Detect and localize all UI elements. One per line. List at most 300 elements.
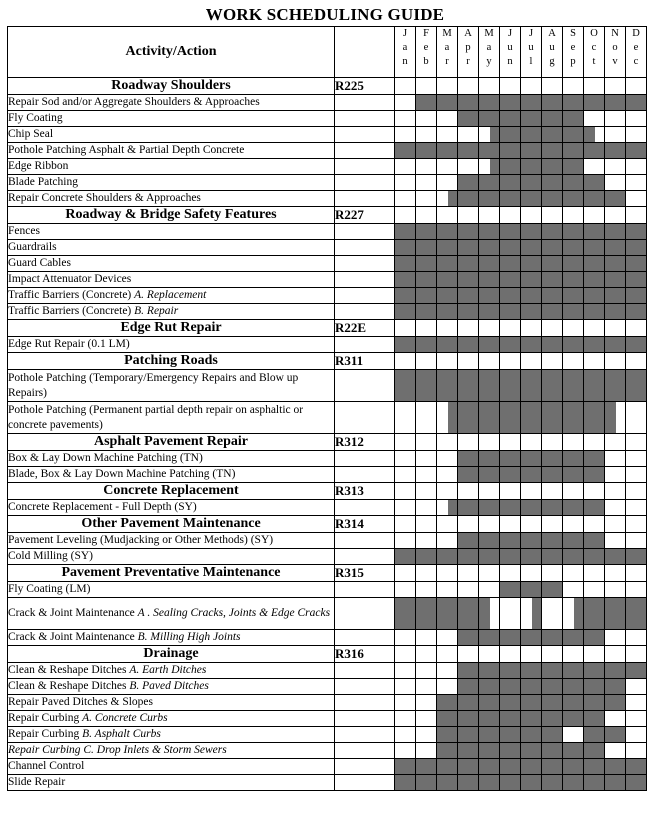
month-cell <box>437 679 458 695</box>
month-cell <box>479 159 500 175</box>
month-cell <box>416 565 437 582</box>
month-header <box>437 27 458 78</box>
month-cell <box>626 224 647 240</box>
month-cell <box>395 127 416 143</box>
month-cell <box>584 127 605 143</box>
activity-text: Cold Milling (SY) <box>8 550 93 562</box>
month-cell <box>584 353 605 370</box>
code-cell <box>335 402 395 434</box>
month-cell <box>521 191 542 207</box>
month-cell <box>500 353 521 370</box>
month-cell <box>626 370 647 402</box>
activity-text: Slide Repair <box>8 776 66 788</box>
month-cell <box>605 240 626 256</box>
month-cell <box>458 191 479 207</box>
partial-fill <box>479 159 490 174</box>
month-cell <box>479 500 500 516</box>
month-cell <box>479 370 500 402</box>
month-cell <box>458 679 479 695</box>
month-cell <box>605 224 626 240</box>
section-title: Roadway Shoulders <box>8 78 335 95</box>
month-cell <box>500 304 521 320</box>
activity-text: Traffic Barriers (Concrete) <box>8 305 132 317</box>
code-cell <box>335 175 395 191</box>
code-cell <box>335 240 395 256</box>
month-cell <box>437 304 458 320</box>
code-cell <box>335 304 395 320</box>
month-cell <box>479 743 500 759</box>
month-cell <box>458 549 479 565</box>
month-cell <box>521 304 542 320</box>
activity-subtype: B. Repair <box>134 305 179 317</box>
month-cell <box>458 304 479 320</box>
month-cell <box>500 775 521 791</box>
code-cell <box>335 143 395 159</box>
month-cell <box>605 663 626 679</box>
month-cell <box>437 451 458 467</box>
month-cell <box>437 582 458 598</box>
month-cell <box>500 207 521 224</box>
month-cell <box>395 353 416 370</box>
month-cell <box>563 207 584 224</box>
code-cell <box>335 663 395 679</box>
activity-label <box>8 759 335 775</box>
month-letter: J <box>507 28 513 39</box>
month-cell <box>521 78 542 95</box>
month-cell <box>395 434 416 451</box>
month-cell <box>395 337 416 353</box>
month-cell <box>416 111 437 127</box>
month-cell <box>521 646 542 663</box>
activity-label <box>8 775 335 791</box>
month-cell <box>395 240 416 256</box>
section-row <box>8 207 647 224</box>
month-cell <box>542 630 563 646</box>
activity-label <box>8 549 335 565</box>
activity-row <box>8 727 647 743</box>
month-cell <box>542 434 563 451</box>
month-cell <box>458 598 479 630</box>
month-cell <box>521 483 542 500</box>
activity-label <box>8 272 335 288</box>
code-cell <box>335 630 395 646</box>
month-cell <box>500 224 521 240</box>
activity-label <box>8 191 335 207</box>
month-cell <box>626 516 647 533</box>
activity-text: Pavement Leveling (Mudjacking or Other Methods) (SY) <box>8 534 274 546</box>
activity-label <box>8 533 335 549</box>
month-cell <box>458 533 479 549</box>
month-cell <box>563 598 584 630</box>
activity-row <box>8 402 647 434</box>
month-cell <box>521 663 542 679</box>
activity-text: Impact Attenuator Devices <box>8 273 132 285</box>
month-cell <box>458 288 479 304</box>
section-title: Pavement Preventative Maintenance <box>8 565 335 582</box>
month-letter: c <box>633 56 639 68</box>
partial-fill <box>595 127 604 142</box>
month-letter: A <box>464 28 472 39</box>
month-cell <box>542 175 563 191</box>
month-letter: g <box>549 56 555 68</box>
month-cell <box>605 598 626 630</box>
month-cell <box>584 743 605 759</box>
month-cell <box>605 320 626 337</box>
month-cell <box>563 288 584 304</box>
activity-subtype: A. Replacement <box>134 289 207 301</box>
activity-label <box>8 451 335 467</box>
activity-row <box>8 224 647 240</box>
month-cell <box>626 549 647 565</box>
activity-label <box>8 111 335 127</box>
code-cell <box>335 127 395 143</box>
month-cell <box>626 533 647 549</box>
month-cell <box>521 224 542 240</box>
month-cell <box>605 288 626 304</box>
month-cell <box>395 402 416 434</box>
section-code: R22E <box>335 320 395 337</box>
month-cell <box>542 95 563 111</box>
month-letter: b <box>423 56 429 68</box>
month-cell <box>542 467 563 483</box>
month-letter: n <box>402 56 408 68</box>
month-cell <box>437 533 458 549</box>
month-cell <box>437 240 458 256</box>
month-cell <box>584 240 605 256</box>
activity-row <box>8 111 647 127</box>
month-cell <box>479 598 500 630</box>
month-letter: e <box>633 42 639 54</box>
month-letter: t <box>592 56 596 68</box>
month-cell <box>500 240 521 256</box>
month-header <box>416 27 437 78</box>
month-cell <box>542 370 563 402</box>
month-cell <box>542 256 563 272</box>
code-cell <box>335 256 395 272</box>
month-cell <box>521 565 542 582</box>
month-cell <box>626 78 647 95</box>
month-cell <box>626 159 647 175</box>
section-row <box>8 565 647 582</box>
activity-row <box>8 240 647 256</box>
activity-text: Clean & Reshape Ditches <box>8 680 127 692</box>
activity-row <box>8 549 647 565</box>
month-cell <box>500 727 521 743</box>
month-cell <box>521 451 542 467</box>
month-cell <box>542 320 563 337</box>
partial-fill <box>437 402 448 433</box>
month-letter: u <box>528 42 534 54</box>
month-cell <box>437 727 458 743</box>
month-cell <box>458 175 479 191</box>
month-cell <box>563 304 584 320</box>
month-cell <box>416 500 437 516</box>
month-cell <box>500 159 521 175</box>
month-cell <box>626 775 647 791</box>
month-cell <box>416 630 437 646</box>
month-cell <box>416 549 437 565</box>
month-cell <box>395 711 416 727</box>
activity-text: Repair Concrete Shoulders & Approaches <box>8 192 201 204</box>
month-cell <box>416 467 437 483</box>
activity-label <box>8 402 335 434</box>
month-cell <box>458 759 479 775</box>
month-cell <box>395 95 416 111</box>
activity-text: Repair Curbing <box>8 712 80 724</box>
month-cell <box>605 451 626 467</box>
activity-text: Fly Coating <box>8 112 63 124</box>
month-cell <box>521 711 542 727</box>
month-cell <box>479 533 500 549</box>
activity-row <box>8 288 647 304</box>
month-cell <box>584 695 605 711</box>
month-cell <box>626 337 647 353</box>
month-cell <box>563 743 584 759</box>
month-cell <box>542 646 563 663</box>
month-cell <box>479 434 500 451</box>
month-cell <box>521 175 542 191</box>
month-header <box>605 27 626 78</box>
month-cell <box>584 224 605 240</box>
month-letter: p <box>570 56 576 68</box>
month-cell <box>542 679 563 695</box>
activity-row <box>8 370 647 402</box>
month-cell <box>500 630 521 646</box>
month-cell <box>500 191 521 207</box>
activity-row <box>8 533 647 549</box>
month-cell <box>479 565 500 582</box>
month-cell <box>416 288 437 304</box>
month-cell <box>416 679 437 695</box>
activity-row <box>8 598 647 630</box>
section-row <box>8 483 647 500</box>
month-cell <box>605 533 626 549</box>
month-cell <box>584 646 605 663</box>
code-cell <box>335 272 395 288</box>
month-cell <box>479 663 500 679</box>
month-cell <box>563 256 584 272</box>
month-cell <box>500 565 521 582</box>
month-cell <box>437 743 458 759</box>
month-cell <box>521 743 542 759</box>
month-cell <box>584 759 605 775</box>
partial-fill <box>563 598 574 629</box>
month-cell <box>584 451 605 467</box>
month-letter: D <box>632 28 640 39</box>
section-row <box>8 353 647 370</box>
month-cell <box>563 127 584 143</box>
month-cell <box>416 143 437 159</box>
month-letter: o <box>612 42 618 54</box>
month-cell <box>395 320 416 337</box>
activity-label <box>8 224 335 240</box>
month-cell <box>626 695 647 711</box>
month-cell <box>626 256 647 272</box>
month-cell <box>416 598 437 630</box>
month-cell <box>500 272 521 288</box>
month-cell <box>500 759 521 775</box>
month-cell <box>605 191 626 207</box>
month-cell <box>521 337 542 353</box>
activity-text: Pothole Patching Asphalt & Partial Depth Concrete <box>8 144 245 156</box>
month-cell <box>458 434 479 451</box>
month-cell <box>500 695 521 711</box>
month-cell <box>521 759 542 775</box>
month-cell <box>437 711 458 727</box>
month-cell <box>584 630 605 646</box>
month-cell <box>584 288 605 304</box>
activity-subtype: B. Asphalt Curbs <box>82 728 161 740</box>
section-row <box>8 320 647 337</box>
section-code: R227 <box>335 207 395 224</box>
month-cell <box>626 434 647 451</box>
month-cell <box>605 111 626 127</box>
month-cell <box>563 111 584 127</box>
month-cell <box>416 224 437 240</box>
month-cell <box>542 159 563 175</box>
month-cell <box>563 646 584 663</box>
code-cell <box>335 679 395 695</box>
month-cell <box>542 191 563 207</box>
month-cell <box>626 240 647 256</box>
section-title: Asphalt Pavement Repair <box>8 434 335 451</box>
section-code: R313 <box>335 483 395 500</box>
month-cell <box>458 483 479 500</box>
month-cell <box>542 775 563 791</box>
month-cell <box>395 565 416 582</box>
month-cell <box>584 500 605 516</box>
month-cell <box>521 467 542 483</box>
activity-row <box>8 663 647 679</box>
month-cell <box>584 78 605 95</box>
month-cell <box>542 353 563 370</box>
month-cell <box>458 451 479 467</box>
activity-subtype: A . Sealing Cracks, Joints & Edge Cracks <box>137 607 331 619</box>
month-cell <box>626 711 647 727</box>
code-cell <box>335 467 395 483</box>
month-cell <box>584 663 605 679</box>
month-cell <box>437 598 458 630</box>
month-cell <box>416 78 437 95</box>
month-cell <box>563 467 584 483</box>
month-cell <box>395 272 416 288</box>
month-cell <box>500 582 521 598</box>
month-cell <box>521 500 542 516</box>
activity-label <box>8 630 335 646</box>
month-cell <box>626 630 647 646</box>
month-cell <box>584 549 605 565</box>
month-cell <box>479 646 500 663</box>
month-cell <box>521 353 542 370</box>
month-cell <box>521 434 542 451</box>
month-cell <box>605 727 626 743</box>
month-cell <box>626 320 647 337</box>
month-cell <box>626 127 647 143</box>
month-cell <box>521 111 542 127</box>
month-cell <box>437 272 458 288</box>
month-cell <box>458 727 479 743</box>
activity-row <box>8 451 647 467</box>
month-cell <box>542 78 563 95</box>
activity-row <box>8 143 647 159</box>
activity-label <box>8 663 335 679</box>
month-cell <box>395 727 416 743</box>
month-cell <box>605 695 626 711</box>
month-cell <box>626 191 647 207</box>
month-letter: l <box>529 56 533 68</box>
month-letter: S <box>570 28 576 39</box>
section-row <box>8 78 647 95</box>
section-code: R315 <box>335 565 395 582</box>
partial-fill <box>521 598 532 629</box>
activity-row <box>8 467 647 483</box>
month-cell <box>479 630 500 646</box>
month-letter: J <box>402 28 408 39</box>
month-cell <box>626 500 647 516</box>
month-cell <box>395 516 416 533</box>
month-cell <box>437 78 458 95</box>
month-cell <box>605 467 626 483</box>
month-cell <box>395 288 416 304</box>
month-cell <box>584 727 605 743</box>
month-cell <box>584 711 605 727</box>
activity-text: Guard Cables <box>8 257 71 269</box>
month-cell <box>521 370 542 402</box>
month-cell <box>479 695 500 711</box>
activity-row <box>8 337 647 353</box>
month-cell <box>500 402 521 434</box>
month-cell <box>521 272 542 288</box>
month-cell <box>458 500 479 516</box>
month-cell <box>395 191 416 207</box>
activity-subtype: B. Paved Ditches <box>129 680 209 692</box>
month-cell <box>437 516 458 533</box>
month-cell <box>437 175 458 191</box>
month-cell <box>626 759 647 775</box>
activity-text: Clean & Reshape Ditches <box>8 664 127 676</box>
month-cell <box>563 500 584 516</box>
month-cell <box>542 337 563 353</box>
month-cell <box>521 727 542 743</box>
month-cell <box>584 111 605 127</box>
section-title: Patching Roads <box>8 353 335 370</box>
code-cell <box>335 775 395 791</box>
month-cell <box>521 549 542 565</box>
month-cell <box>479 304 500 320</box>
month-cell <box>500 175 521 191</box>
month-cell <box>416 240 437 256</box>
month-cell <box>479 775 500 791</box>
month-cell <box>542 207 563 224</box>
month-cell <box>395 78 416 95</box>
activity-row <box>8 256 647 272</box>
month-cell <box>395 111 416 127</box>
month-cell <box>584 272 605 288</box>
month-cell <box>626 402 647 434</box>
month-cell <box>416 95 437 111</box>
month-cell <box>605 775 626 791</box>
month-cell <box>437 467 458 483</box>
month-cell <box>584 582 605 598</box>
activity-row <box>8 775 647 791</box>
month-cell <box>479 402 500 434</box>
month-cell <box>437 663 458 679</box>
month-cell <box>521 630 542 646</box>
month-cell <box>416 175 437 191</box>
month-cell <box>479 207 500 224</box>
activity-text: Channel Control <box>8 760 85 772</box>
month-cell <box>416 320 437 337</box>
